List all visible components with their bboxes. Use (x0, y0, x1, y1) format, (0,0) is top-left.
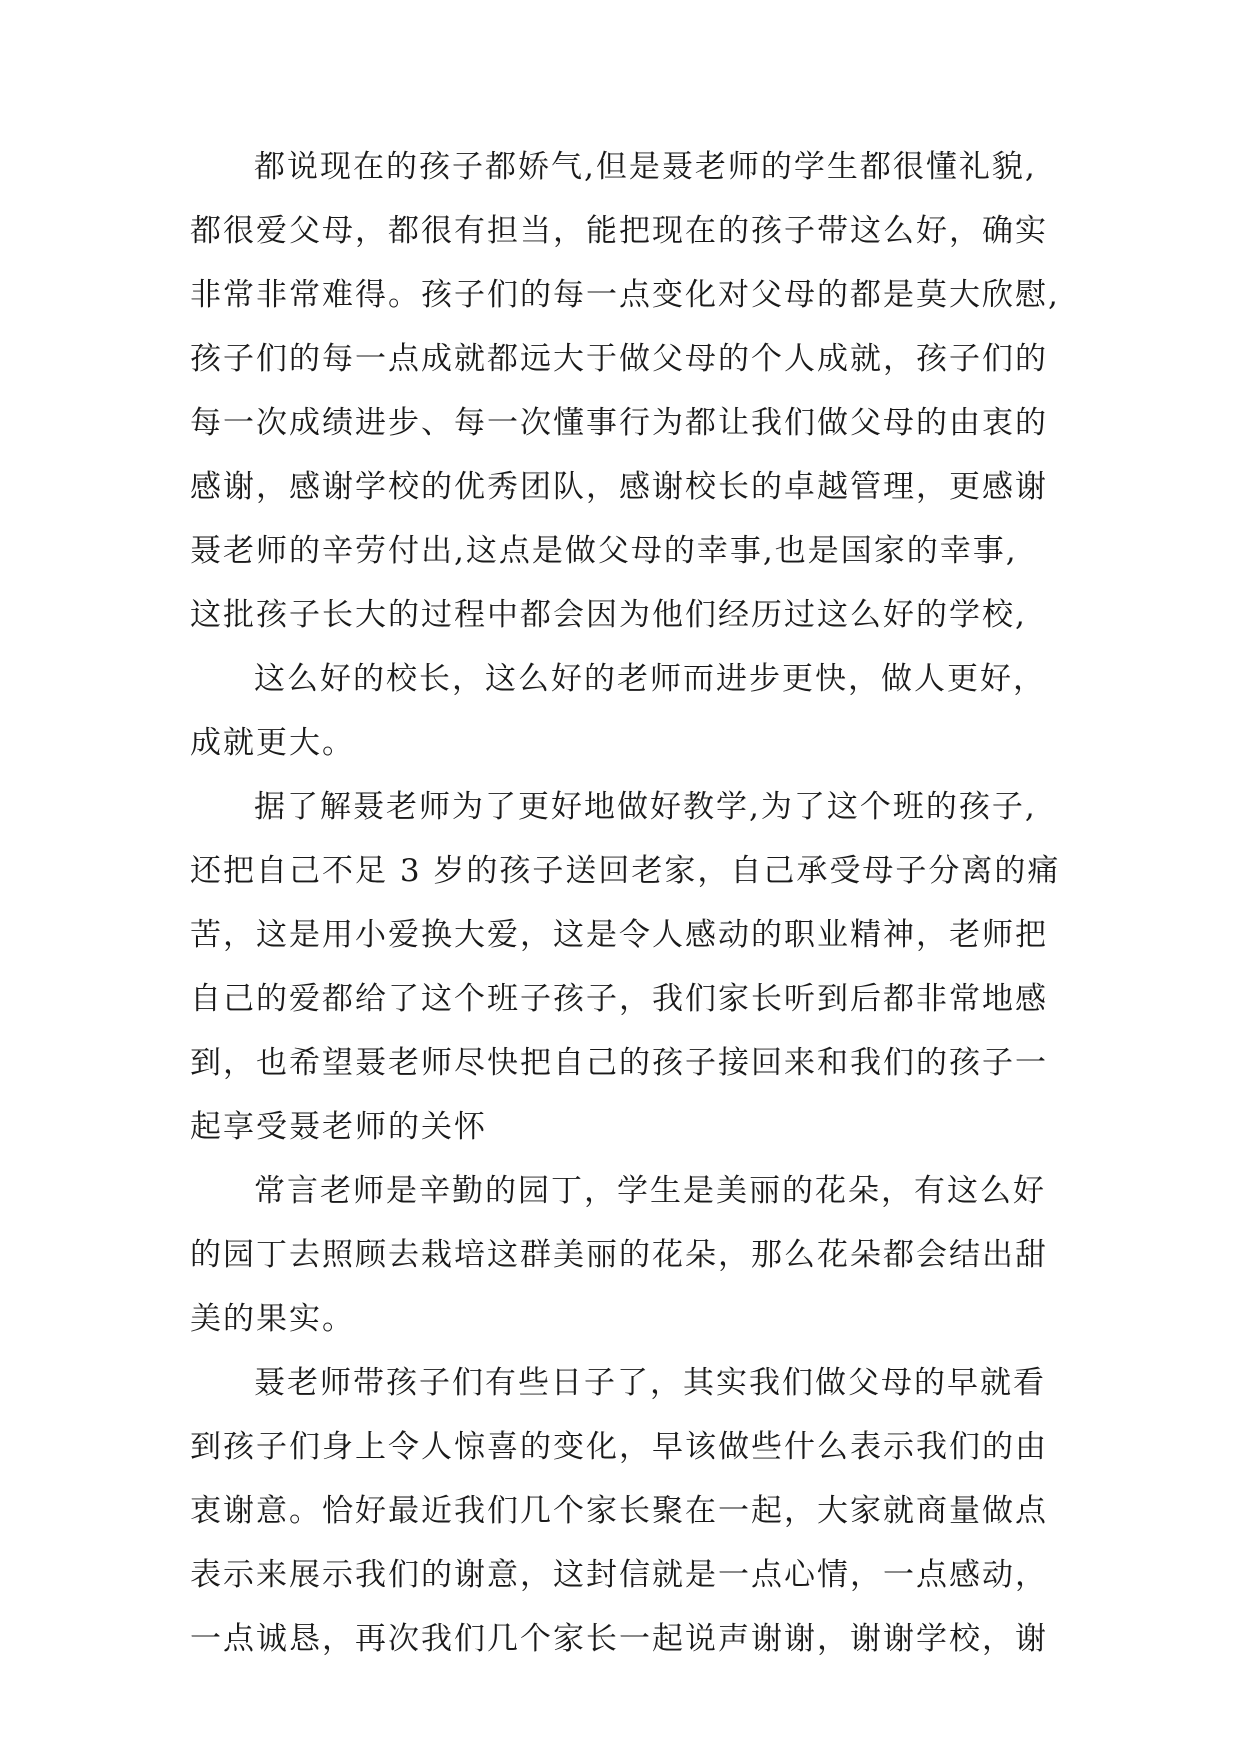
text-line: 每一次成绩进步、每一次懂事行为都让我们做父母的由衷的 (190, 405, 1048, 441)
text-line: 成就更大。 (190, 725, 355, 761)
text-line: 据了解聂老师为了更好地做好教学,为了这个班的孩子, (254, 789, 1037, 825)
text-line: 一点诚恳，再次我们几个家长一起说声谢谢，谢谢学校，谢 (190, 1621, 1048, 1657)
text-line: 非常非常难得。孩子们的每一点变化对父母的都是莫大欣慰, (190, 277, 1060, 313)
text-line: 聂老师带孩子们有些日子了，其实我们做父母的早就看 (254, 1365, 1046, 1401)
text-line: 都说现在的孩子都娇气,但是聂老师的学生都很懂礼貌, (254, 149, 1037, 185)
text-line: 到，也希望聂老师尽快把自己的孩子接回来和我们的孩子一 (190, 1045, 1048, 1081)
text-line: 还把自己不足 3 岁的孩子送回老家，自己承受母子分离的痛 (190, 853, 1061, 889)
text-line: 自己的爱都给了这个班子孩子，我们家长听到后都非常地感 (190, 981, 1048, 1017)
text-line: 这批孩子长大的过程中都会因为他们经历过这么好的学校, (190, 597, 1027, 633)
text-line: 衷谢意。恰好最近我们几个家长聚在一起，大家就商量做点 (190, 1493, 1048, 1529)
text-line: 这么好的校长，这么好的老师而进步更快，做人更好， (254, 661, 1046, 697)
text-line: 孩子们的每一点成就都远大于做父母的个人成就，孩子们的 (190, 341, 1048, 377)
text-line: 感谢，感谢学校的优秀团队，感谢校长的卓越管理，更感谢 (190, 469, 1048, 505)
text-line: 的园丁去照顾去栽培这群美丽的花朵，那么花朵都会结出甜 (190, 1237, 1048, 1273)
text-line: 聂老师的辛劳付出,这点是做父母的幸事,也是国家的幸事, (190, 533, 1018, 569)
text-line: 表示来展示我们的谢意，这封信就是一点心情，一点感动， (190, 1557, 1048, 1593)
text-line: 常言老师是辛勤的园丁，学生是美丽的花朵，有这么好 (254, 1173, 1046, 1209)
text-line: 美的果实。 (190, 1301, 355, 1337)
text-line: 苦，这是用小爱换大爱，这是令人感动的职业精神，老师把 (190, 917, 1048, 953)
text-line: 到孩子们身上令人惊喜的变化，早该做些什么表示我们的由 (190, 1429, 1048, 1465)
text-line: 起享受聂老师的关怀 (190, 1109, 487, 1145)
text-line: 都很爱父母，都很有担当，能把现在的孩子带这么好，确实 (190, 213, 1048, 249)
